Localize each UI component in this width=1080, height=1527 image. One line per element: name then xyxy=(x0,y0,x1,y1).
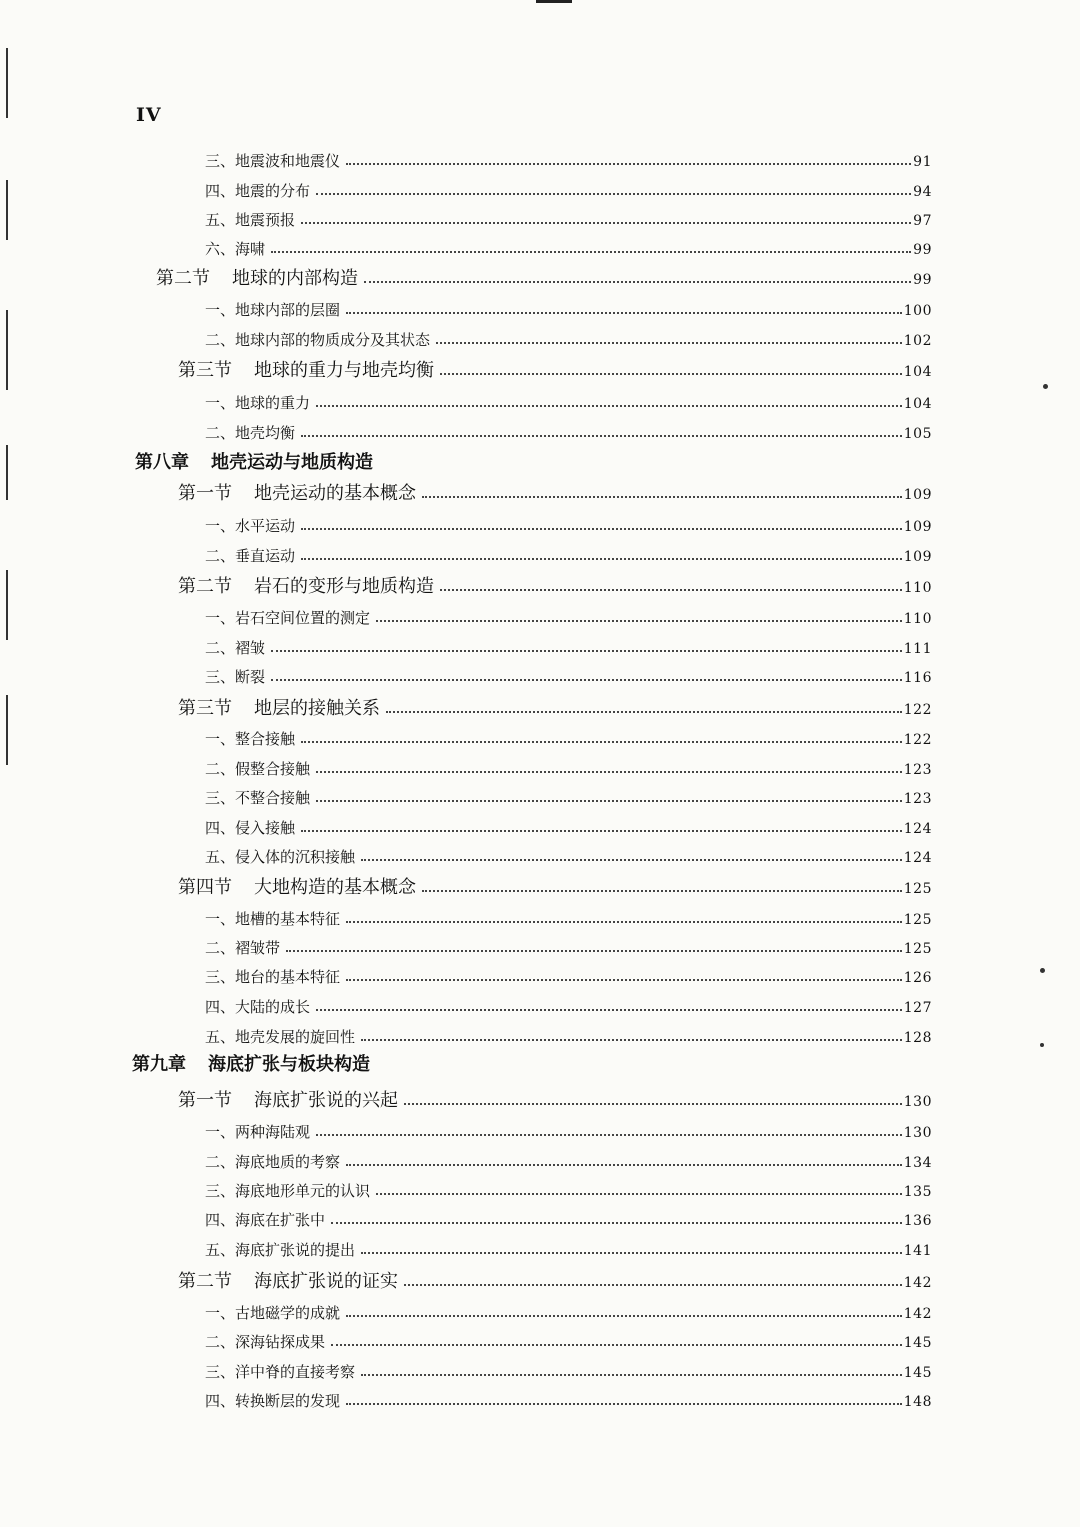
toc-item xyxy=(205,327,932,353)
dot-leader xyxy=(271,650,902,652)
toc-item xyxy=(205,148,932,174)
toc-page-number: 125 xyxy=(903,912,932,928)
toc-page-number: 102 xyxy=(903,333,932,349)
dot-leader xyxy=(404,1103,902,1105)
dot-leader xyxy=(301,435,902,437)
dot-leader xyxy=(364,281,911,283)
toc-item xyxy=(205,420,932,446)
toc-title: 四、地震的分布 xyxy=(205,182,311,200)
toc-title: 三、不整合接触 xyxy=(205,789,311,807)
toc-item xyxy=(205,513,932,539)
dot-leader xyxy=(346,1315,902,1317)
toc-title: 一、整合接触 xyxy=(205,730,296,748)
toc-page-number: 148 xyxy=(903,1394,932,1410)
toc-page-number: 109 xyxy=(903,519,932,535)
toc-page-number: 127 xyxy=(903,1000,932,1016)
toc-title: 三、断裂 xyxy=(205,668,266,686)
toc-page-number: 111 xyxy=(903,641,932,657)
toc-page-number: 122 xyxy=(903,702,932,718)
page-number: IV xyxy=(136,104,162,126)
toc-page-number: 145 xyxy=(903,1335,932,1351)
toc-item xyxy=(205,785,932,811)
toc-title: 海底扩张与板块构造 xyxy=(208,1054,370,1075)
dot-leader xyxy=(376,1193,902,1195)
toc-page-number: 122 xyxy=(903,732,932,748)
toc-item xyxy=(205,207,932,233)
toc-page-number: 94 xyxy=(913,184,932,200)
dot-leader xyxy=(436,342,902,344)
toc-page-number: 99 xyxy=(913,242,932,258)
dot-leader xyxy=(346,312,902,314)
toc-title: 四、侵入接触 xyxy=(205,819,296,837)
toc-section xyxy=(178,1269,932,1295)
toc-title: 二、假整合接触 xyxy=(205,760,311,778)
toc-item xyxy=(205,726,932,752)
toc-page-number: 97 xyxy=(913,213,932,229)
toc-item xyxy=(205,964,932,990)
dot-leader xyxy=(271,251,911,253)
toc-label: 第二节 xyxy=(178,576,232,597)
toc-item xyxy=(205,994,932,1020)
toc-title: 三、地震波和地震仪 xyxy=(205,152,341,170)
toc-page-number: 109 xyxy=(903,549,932,565)
toc-item xyxy=(205,1178,932,1204)
toc-item xyxy=(205,844,932,870)
toc-title: 三、地台的基本特征 xyxy=(205,968,341,986)
dot-leader xyxy=(361,859,902,861)
dot-leader xyxy=(376,620,902,622)
dot-leader xyxy=(301,830,902,832)
toc-page-number: 104 xyxy=(903,364,932,380)
dot-leader xyxy=(301,528,902,530)
toc-title: 一、古地磁学的成就 xyxy=(205,1304,341,1322)
toc-item xyxy=(205,1119,932,1145)
toc-item xyxy=(205,236,932,262)
toc-title: 二、垂直运动 xyxy=(205,547,296,565)
toc-item xyxy=(205,605,932,631)
dot-leader xyxy=(422,890,902,892)
toc-title: 三、海底地形单元的认识 xyxy=(205,1182,371,1200)
toc-section xyxy=(178,358,932,384)
dot-leader xyxy=(404,1284,902,1286)
toc-page-number: 100 xyxy=(903,303,932,319)
toc-page-number: 123 xyxy=(903,762,932,778)
dot-leader xyxy=(316,1009,902,1011)
toc-section xyxy=(178,481,932,507)
toc-page-number: 124 xyxy=(903,821,932,837)
toc-title: 二、褶皱 xyxy=(205,639,266,657)
toc-title: 大地构造的基本概念 xyxy=(254,877,416,898)
toc-item xyxy=(205,906,932,932)
dot-leader xyxy=(331,1222,902,1224)
toc-title: 一、地槽的基本特征 xyxy=(205,910,341,928)
toc-page-number: 130 xyxy=(903,1125,932,1141)
dot-leader xyxy=(301,558,902,560)
toc-page-number: 125 xyxy=(903,881,932,897)
toc-page-number: 110 xyxy=(903,611,932,627)
dot-leader xyxy=(316,193,911,195)
dot-leader xyxy=(346,921,902,923)
toc-page-number: 142 xyxy=(903,1275,932,1291)
toc-title: 四、大陆的成长 xyxy=(205,998,311,1016)
toc-page-number: 104 xyxy=(903,396,932,412)
toc-title: 四、转换断层的发现 xyxy=(205,1392,341,1410)
toc-chapter xyxy=(132,1052,932,1078)
toc-title: 二、深海钻探成果 xyxy=(205,1333,326,1351)
toc-label: 第八章 xyxy=(135,452,189,473)
toc-page-number: 145 xyxy=(903,1365,932,1381)
toc-page-number: 136 xyxy=(903,1213,932,1229)
dot-leader xyxy=(440,589,902,591)
toc-page-number: 109 xyxy=(903,487,932,503)
dot-leader xyxy=(361,1252,902,1254)
toc-title: 三、洋中脊的直接考察 xyxy=(205,1363,356,1381)
toc-item xyxy=(205,1359,932,1385)
toc-title: 一、两种海陆观 xyxy=(205,1123,311,1141)
dot-leader xyxy=(316,1134,902,1136)
toc-title: 五、地震预报 xyxy=(205,211,296,229)
toc-page-number: 141 xyxy=(903,1243,932,1259)
toc-label: 第一节 xyxy=(178,483,232,504)
toc-item xyxy=(205,1388,932,1414)
toc-title: 二、海底地质的考察 xyxy=(205,1153,341,1171)
toc-title: 海底扩张说的证实 xyxy=(254,1271,398,1292)
dot-leader xyxy=(331,1344,902,1346)
toc-section xyxy=(178,875,932,901)
toc-title: 二、褶皱带 xyxy=(205,939,281,957)
toc-item xyxy=(205,178,932,204)
toc-section xyxy=(178,1088,932,1114)
toc-page-number: 134 xyxy=(903,1155,932,1171)
toc-item xyxy=(205,297,932,323)
dot-leader xyxy=(346,979,902,981)
toc-item xyxy=(205,756,932,782)
toc-title: 五、地壳发展的旋回性 xyxy=(205,1028,356,1046)
dot-leader xyxy=(316,405,902,407)
toc-title: 五、海底扩张说的提出 xyxy=(205,1241,356,1259)
toc-label: 第三节 xyxy=(178,360,232,381)
toc-label: 第九章 xyxy=(132,1054,186,1075)
toc-title: 岩石的变形与地质构造 xyxy=(254,576,434,597)
toc-label: 第一节 xyxy=(178,1090,232,1111)
toc-item xyxy=(205,1300,932,1326)
dot-leader xyxy=(271,679,902,681)
dot-leader xyxy=(361,1374,902,1376)
toc-item xyxy=(205,635,932,661)
dot-leader xyxy=(301,222,911,224)
toc-title: 海底扩张说的兴起 xyxy=(254,1090,398,1111)
toc-item xyxy=(205,1207,932,1233)
dot-leader xyxy=(316,800,902,802)
toc-title: 五、侵入体的沉积接触 xyxy=(205,848,356,866)
toc-item xyxy=(205,935,932,961)
toc-title: 二、地壳均衡 xyxy=(205,424,296,442)
toc-title: 地壳运动的基本概念 xyxy=(254,483,416,504)
toc-title: 一、水平运动 xyxy=(205,517,296,535)
toc-page-number: 125 xyxy=(903,941,932,957)
toc-title: 一、地球的重力 xyxy=(205,394,311,412)
toc-title: 地壳运动与地质构造 xyxy=(211,452,373,473)
toc-page-number: 135 xyxy=(903,1184,932,1200)
dot-leader xyxy=(286,950,902,952)
toc-page-number: 105 xyxy=(903,426,932,442)
dot-leader xyxy=(346,163,911,165)
dot-leader xyxy=(440,373,902,375)
dot-leader xyxy=(386,711,902,713)
toc-page-number: 124 xyxy=(903,850,932,866)
toc-item xyxy=(205,1237,932,1263)
dot-leader xyxy=(422,496,902,498)
toc-page-number: 116 xyxy=(903,670,932,686)
toc-page-number: 128 xyxy=(903,1030,932,1046)
toc-section xyxy=(178,574,932,600)
toc-title: 二、地球内部的物质成分及其状态 xyxy=(205,331,431,349)
dot-leader xyxy=(316,771,902,773)
toc-title: 一、岩石空间位置的测定 xyxy=(205,609,371,627)
dot-leader xyxy=(346,1164,902,1166)
toc-title: 四、海底在扩张中 xyxy=(205,1211,326,1229)
toc-section xyxy=(156,266,932,292)
toc-label: 第二节 xyxy=(156,268,210,289)
toc-section xyxy=(178,696,932,722)
toc-title: 地层的接触关系 xyxy=(254,698,380,719)
toc-item xyxy=(205,1329,932,1355)
toc-page-number: 130 xyxy=(903,1094,932,1110)
toc-label: 第二节 xyxy=(178,1271,232,1292)
toc-page-number: 123 xyxy=(903,791,932,807)
dot-leader xyxy=(346,1403,902,1405)
toc-title: 地球的内部构造 xyxy=(232,268,358,289)
toc-title: 六、海啸 xyxy=(205,240,266,258)
dot-leader xyxy=(301,741,902,743)
toc-page-number: 99 xyxy=(913,272,932,288)
dot-leader xyxy=(361,1039,902,1041)
toc-chapter xyxy=(135,450,932,476)
toc-item xyxy=(205,390,932,416)
toc-page-number: 126 xyxy=(903,970,932,986)
toc-page-number: 91 xyxy=(913,154,932,170)
toc-title: 地球的重力与地壳均衡 xyxy=(254,360,434,381)
toc-label: 第四节 xyxy=(178,877,232,898)
toc-title: 一、地球内部的层圈 xyxy=(205,301,341,319)
toc-item xyxy=(205,1149,932,1175)
toc-item xyxy=(205,664,932,690)
toc-label: 第三节 xyxy=(178,698,232,719)
toc-item xyxy=(205,543,932,569)
toc-page-number: 142 xyxy=(903,1306,932,1322)
toc-item xyxy=(205,815,932,841)
toc-page-number: 110 xyxy=(903,580,932,596)
toc-item xyxy=(205,1024,932,1050)
